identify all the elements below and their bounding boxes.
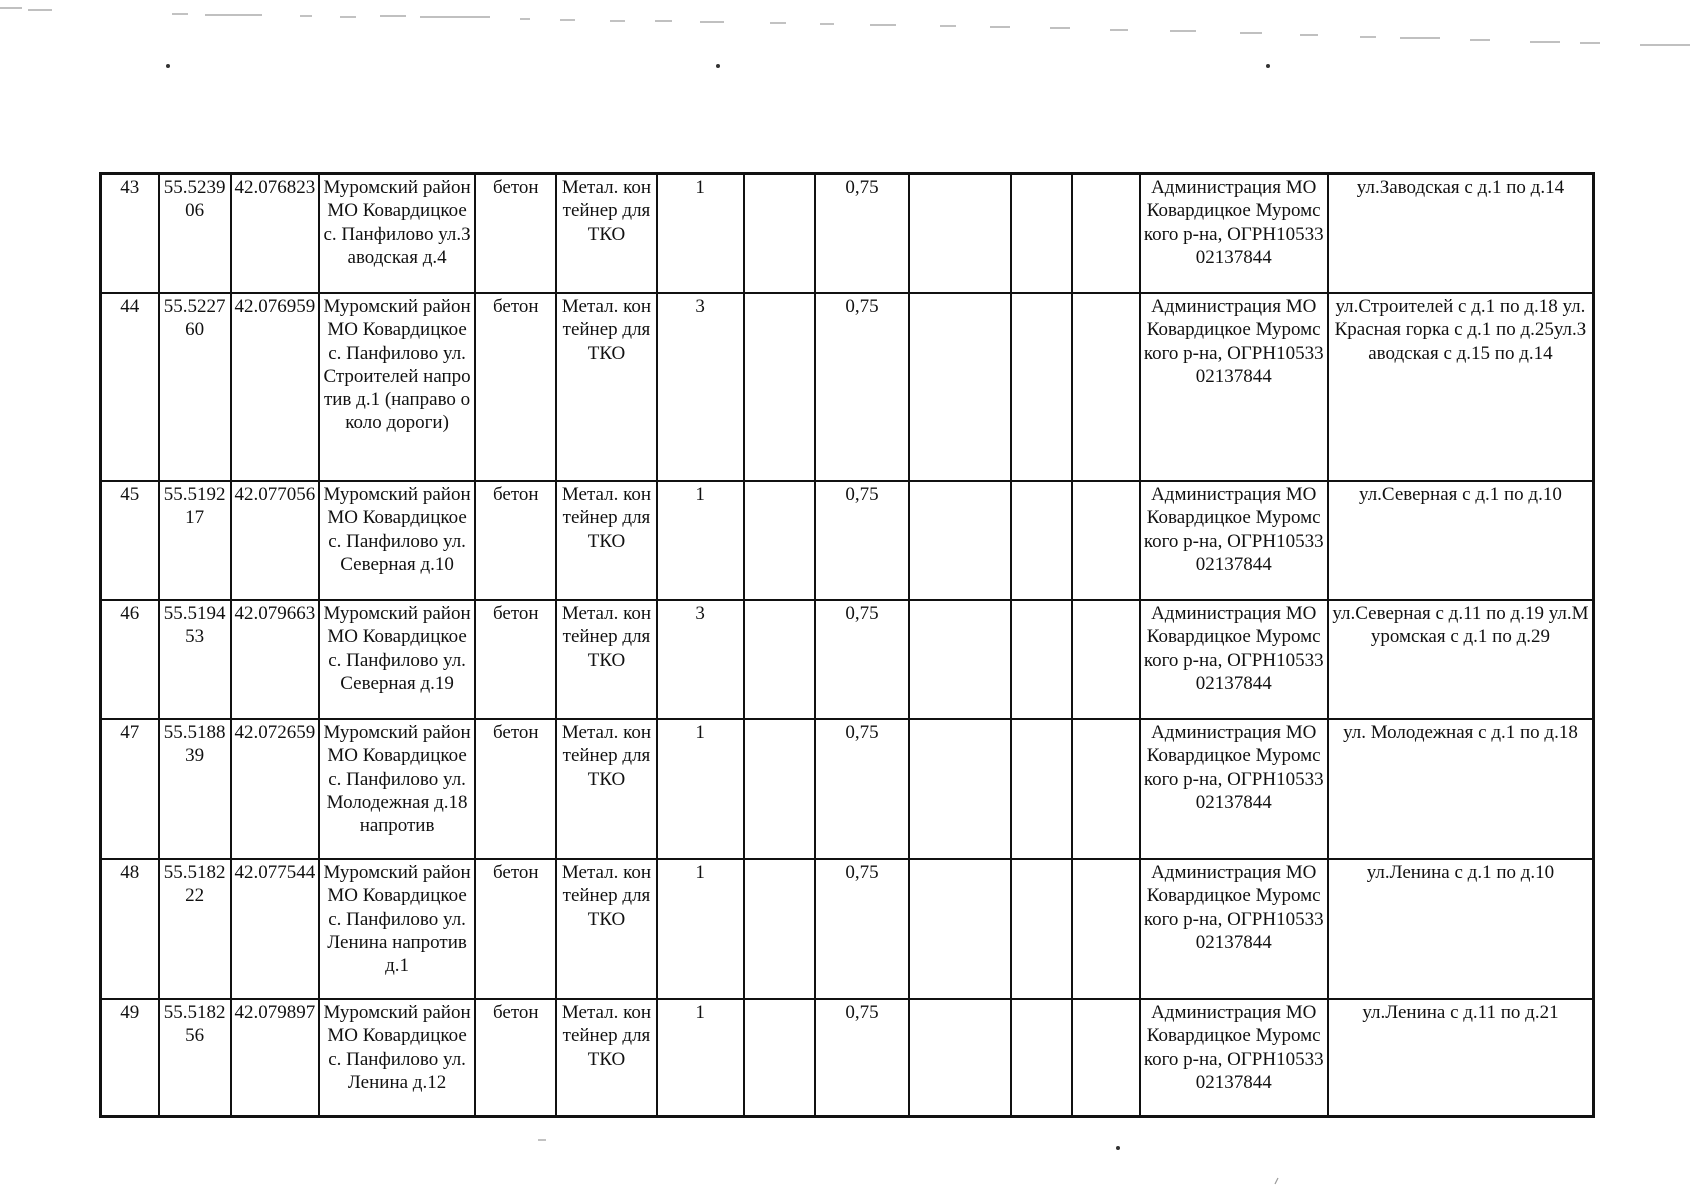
- empty-cell: [909, 600, 1011, 719]
- volume-cell: 0,75: [815, 719, 909, 859]
- served-addresses-cell: ул. Молодежная с д.1 по д.18: [1328, 719, 1594, 859]
- address-cell: Муромский район МО Ковардицкое с. Панфилово ул.Северная д.19: [319, 600, 475, 719]
- empty-cell: [1011, 859, 1072, 999]
- registry-table-wrapper: [99, 172, 1595, 1118]
- empty-cell: [744, 719, 815, 859]
- empty-cell: [1072, 481, 1139, 600]
- empty-cell: [1072, 174, 1139, 294]
- address-cell: Муромский район МО Ковардицкое с. Панфилово ул.Ленина д.12: [319, 999, 475, 1117]
- address-cell: Муромский район МО Ковардицкое с. Панфилово ул.Молодежная д.18 напротив: [319, 719, 475, 859]
- row-number: 43: [101, 174, 159, 294]
- container-type-cell: Метал. контейнер для ТКО: [556, 999, 656, 1117]
- served-addresses-cell: ул.Северная с д.1 по д.10: [1328, 481, 1594, 600]
- longitude-cell: 42.079897: [231, 999, 319, 1117]
- container-type-cell: Метал. контейнер для ТКО: [556, 859, 656, 999]
- empty-cell: [909, 719, 1011, 859]
- address-cell: Муромский район МО Ковардицкое с. Панфилово ул.Заводская д.4: [319, 174, 475, 294]
- empty-cell: [1072, 719, 1139, 859]
- empty-cell: [744, 600, 815, 719]
- container-type-cell: Метал. контейнер для ТКО: [556, 719, 656, 859]
- empty-cell: [1011, 481, 1072, 600]
- empty-cell: [909, 293, 1011, 481]
- empty-cell: [744, 174, 815, 294]
- container-type-cell: Метал. контейнер для ТКО: [556, 600, 656, 719]
- empty-cell: [1072, 600, 1139, 719]
- container-count-cell: 1: [657, 859, 744, 999]
- surface-cell: бетон: [475, 293, 556, 481]
- longitude-cell: 42.076823: [231, 174, 319, 294]
- table-row: [101, 293, 1594, 481]
- empty-cell: [1072, 859, 1139, 999]
- surface-cell: бетон: [475, 174, 556, 294]
- scan-artifacts-bottom: [0, 1080, 1708, 1200]
- empty-cell: [909, 174, 1011, 294]
- empty-cell: [1011, 293, 1072, 481]
- row-number: 49: [101, 999, 159, 1117]
- latitude-cell: 55.518256: [159, 999, 231, 1117]
- longitude-cell: 42.072659: [231, 719, 319, 859]
- served-addresses-cell: ул.Строителей с д.1 по д.18 ул.Красная горка с д.1 по д.25ул.Заводская с д.15 по д.14: [1328, 293, 1594, 481]
- volume-cell: 0,75: [815, 999, 909, 1117]
- owner-cell: Администрация МО Ковардицкое Муромского р-на, ОГРН1053302137844: [1140, 999, 1328, 1117]
- empty-cell: [1011, 600, 1072, 719]
- table-row: [101, 174, 1594, 294]
- volume-cell: 0,75: [815, 293, 909, 481]
- empty-cell: [1011, 174, 1072, 294]
- row-number: 48: [101, 859, 159, 999]
- surface-cell: бетон: [475, 719, 556, 859]
- owner-cell: Администрация МО Ковардицкое Муромского р-на, ОГРН1053302137844: [1140, 859, 1328, 999]
- container-count-cell: 1: [657, 481, 744, 600]
- owner-cell: Администрация МО Ковардицкое Муромского р-на, ОГРН1053302137844: [1140, 481, 1328, 600]
- table-row: [101, 481, 1594, 600]
- volume-cell: 0,75: [815, 859, 909, 999]
- table-row: [101, 719, 1594, 859]
- served-addresses-cell: ул.Ленина с д.1 по д.10: [1328, 859, 1594, 999]
- empty-cell: [1011, 719, 1072, 859]
- row-number: 46: [101, 600, 159, 719]
- empty-cell: [909, 481, 1011, 600]
- empty-cell: [744, 859, 815, 999]
- served-addresses-cell: ул.Заводская с д.1 по д.14: [1328, 174, 1594, 294]
- container-type-cell: Метал. контейнер для ТКО: [556, 481, 656, 600]
- container-count-cell: 1: [657, 719, 744, 859]
- empty-cell: [1072, 293, 1139, 481]
- latitude-cell: 55.522760: [159, 293, 231, 481]
- volume-cell: 0,75: [815, 174, 909, 294]
- owner-cell: Администрация МО Ковардицкое Муромского р-на, ОГРН1053302137844: [1140, 719, 1328, 859]
- latitude-cell: 55.519217: [159, 481, 231, 600]
- surface-cell: бетон: [475, 859, 556, 999]
- container-count-cell: 1: [657, 174, 744, 294]
- empty-cell: [909, 859, 1011, 999]
- latitude-cell: 55.523906: [159, 174, 231, 294]
- row-number: 45: [101, 481, 159, 600]
- owner-cell: Администрация МО Ковардицкое Муромского р-на, ОГРН1053302137844: [1140, 293, 1328, 481]
- owner-cell: Администрация МО Ковардицкое Муромского р-на, ОГРН1053302137844: [1140, 174, 1328, 294]
- container-count-cell: 1: [657, 999, 744, 1117]
- container-type-cell: Метал. контейнер для ТКО: [556, 293, 656, 481]
- empty-cell: [744, 481, 815, 600]
- served-addresses-cell: ул.Северная с д.11 по д.19 ул.Муромская с д.1 по д.29: [1328, 600, 1594, 719]
- latitude-cell: 55.518222: [159, 859, 231, 999]
- longitude-cell: 42.077544: [231, 859, 319, 999]
- waste-site-registry-table: [99, 172, 1595, 1118]
- scan-artifacts: [0, 0, 1708, 140]
- container-count-cell: 3: [657, 600, 744, 719]
- address-cell: Муромский район МО Ковардицкое с. Панфилово ул.Строителей напротив д.1 (направо около дороги): [319, 293, 475, 481]
- address-cell: Муромский район МО Ковардицкое с. Панфилово ул.Северная д.10: [319, 481, 475, 600]
- row-number: 44: [101, 293, 159, 481]
- container-count-cell: 3: [657, 293, 744, 481]
- longitude-cell: 42.077056: [231, 481, 319, 600]
- table-row: [101, 600, 1594, 719]
- latitude-cell: 55.518839: [159, 719, 231, 859]
- volume-cell: 0,75: [815, 600, 909, 719]
- served-addresses-cell: ул.Ленина с д.11 по д.21: [1328, 999, 1594, 1117]
- surface-cell: бетон: [475, 600, 556, 719]
- volume-cell: 0,75: [815, 481, 909, 600]
- container-type-cell: Метал. контейнер для ТКО: [556, 174, 656, 294]
- longitude-cell: 42.076959: [231, 293, 319, 481]
- surface-cell: бетон: [475, 999, 556, 1117]
- table-row: [101, 859, 1594, 999]
- address-cell: Муромский район МО Ковардицкое с. Панфилово ул.Ленина напротив д.1: [319, 859, 475, 999]
- surface-cell: бетон: [475, 481, 556, 600]
- row-number: 47: [101, 719, 159, 859]
- owner-cell: Администрация МО Ковардицкое Муромского р-на, ОГРН1053302137844: [1140, 600, 1328, 719]
- latitude-cell: 55.519453: [159, 600, 231, 719]
- empty-cell: [744, 293, 815, 481]
- longitude-cell: 42.079663: [231, 600, 319, 719]
